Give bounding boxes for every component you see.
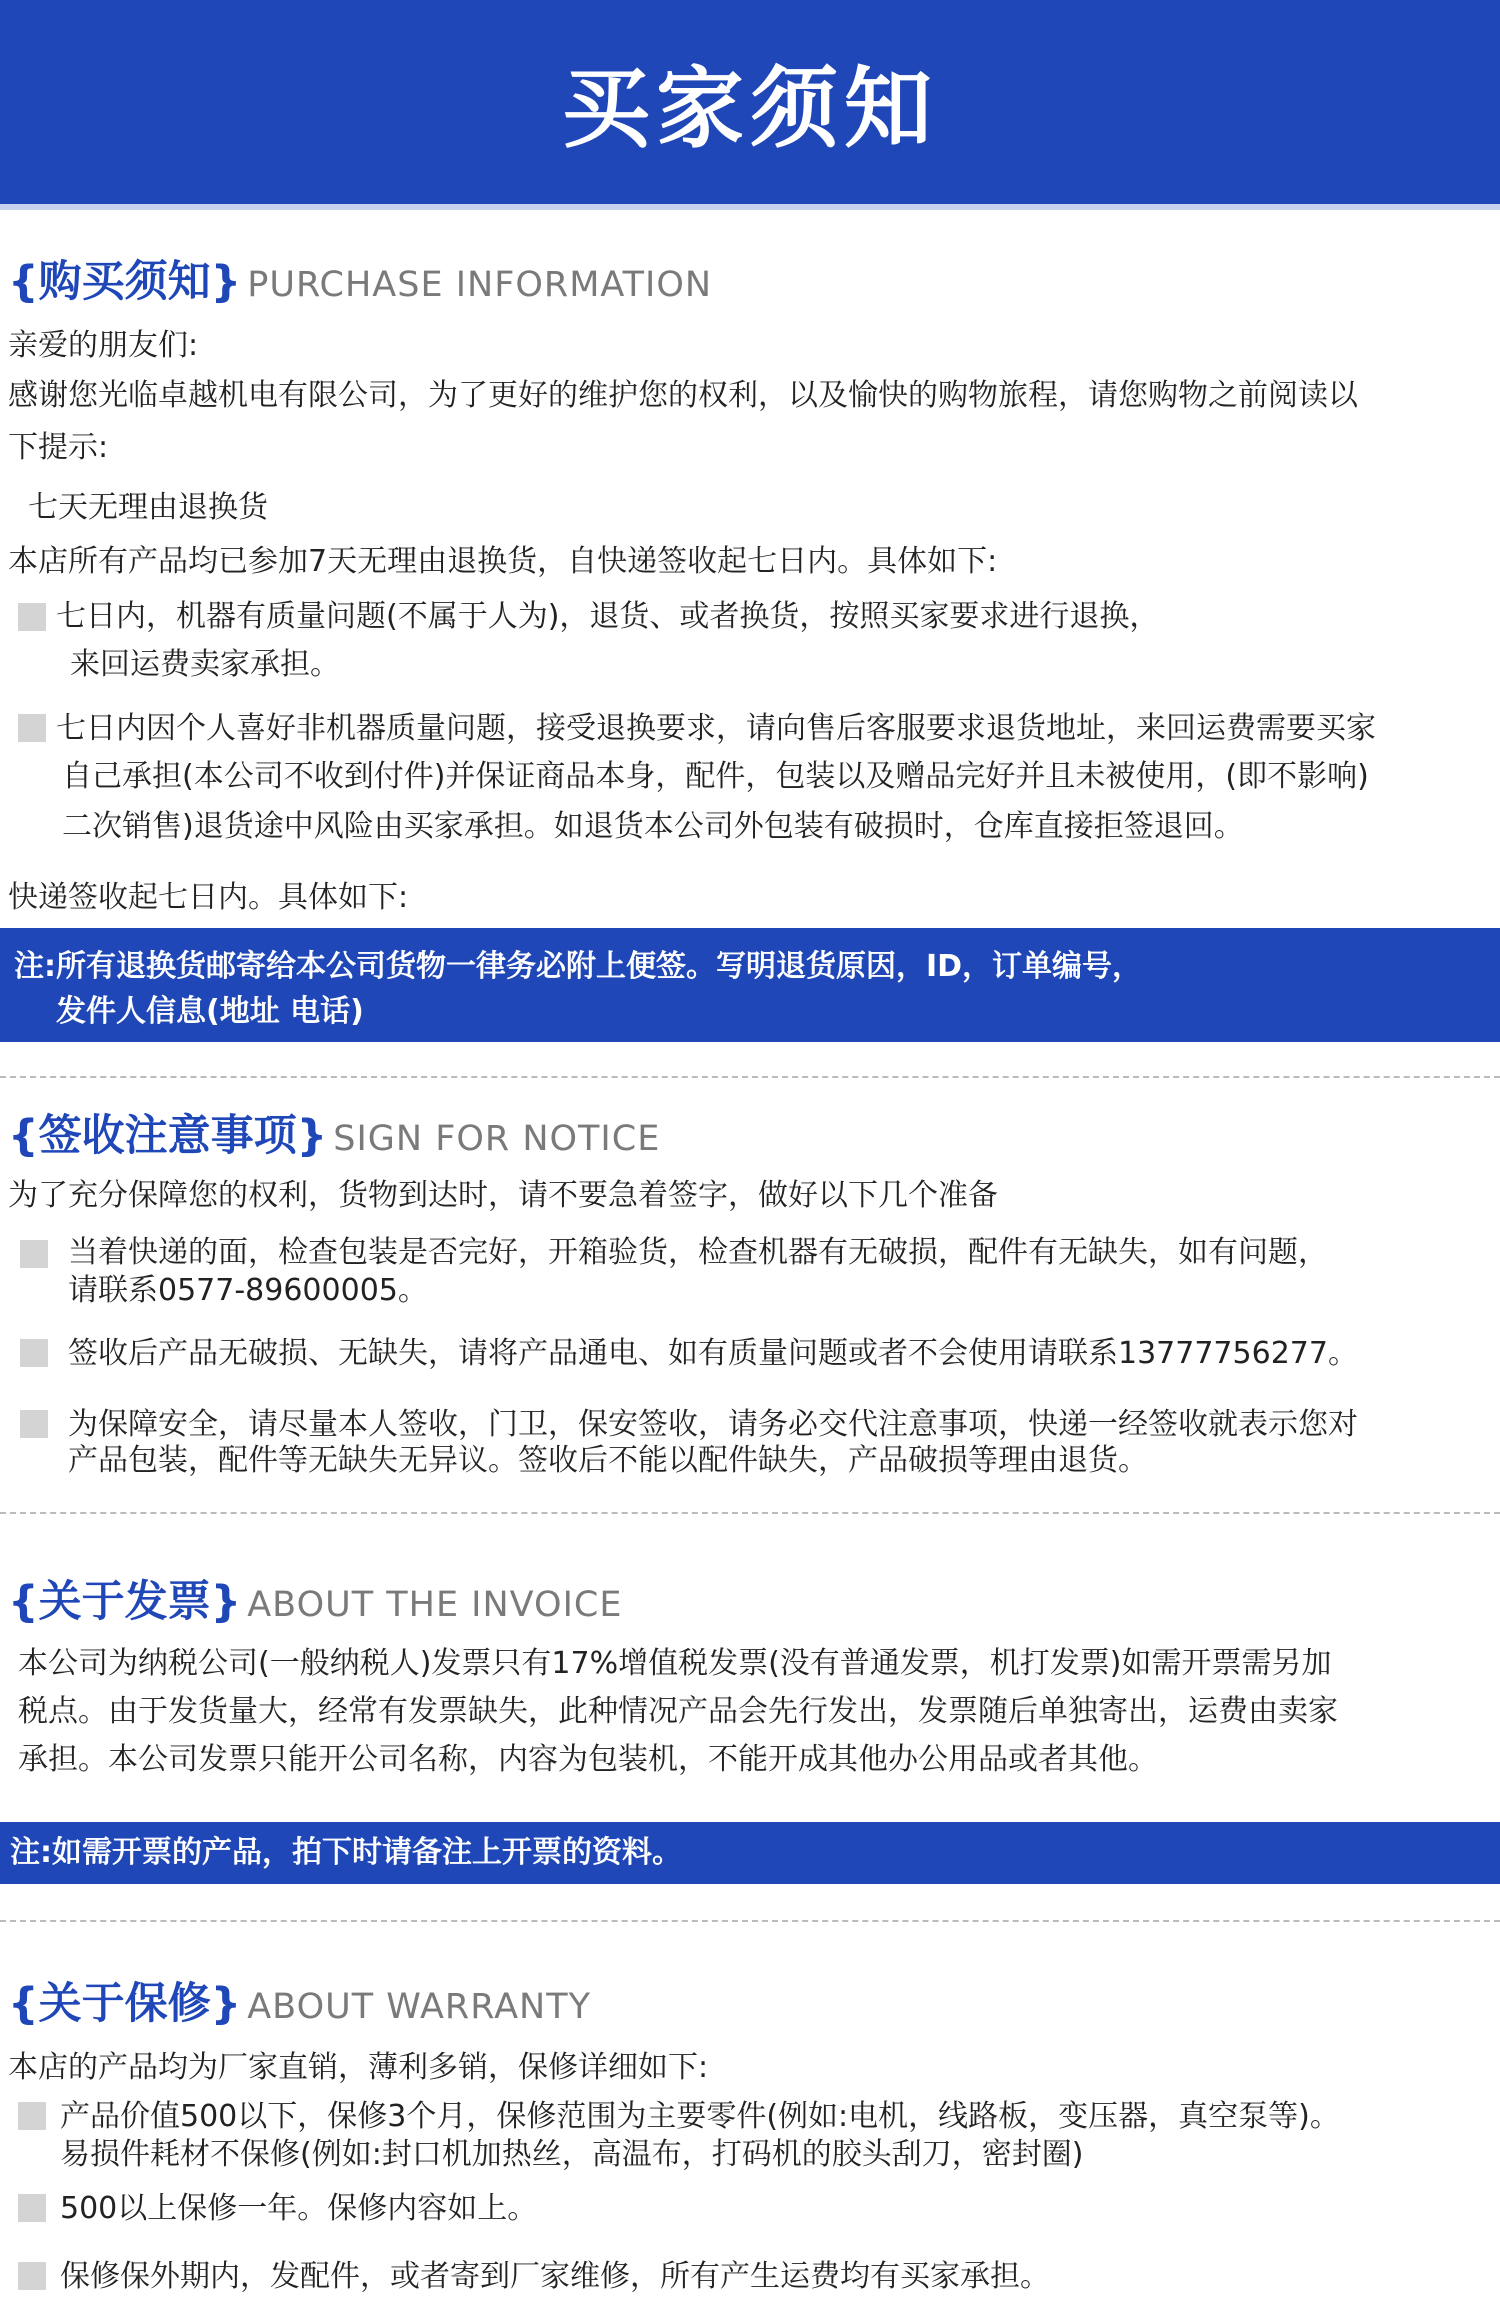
sign-item-3-line2: 产品包装，配件等无缺失无异议。签收后不能以配件缺失，产品破损等理由退货。: [68, 1443, 1148, 1478]
warranty-intro: 本店的产品均为厂家直销，薄利多销，保修详细如下:: [8, 2050, 709, 2085]
sign-item-3-line1: 为保障安全，请尽量本人签收，门卫，保安签收，请务必交代注意事项，快递一经签收就表示您对: [68, 1407, 1358, 1442]
checkbox-icon: [20, 1339, 48, 1367]
section-divider: [0, 1076, 1500, 1078]
sign-item-1-line1: 当着快递的面，检查包装是否完好，开箱验货，检查机器有无破损，配件有无缺失，如有问题，: [68, 1235, 1328, 1270]
invoice-note-bar: [0, 1822, 1500, 1884]
warranty-item-2: 500以上保修一年。保修内容如上。: [60, 2191, 538, 2226]
section-divider: [0, 1512, 1500, 1514]
warranty-title-cn: {关于保修}: [8, 1979, 242, 2029]
purchase-subheading: 七天无理由退换货: [28, 490, 268, 525]
warranty-title-en: ABOUT WARRANTY: [247, 1987, 591, 2027]
invoice-title-cn: {关于发票}: [8, 1577, 242, 1627]
sign-title-en: SIGN FOR NOTICE: [333, 1119, 661, 1159]
purchase-item-1-line2: 来回运费卖家承担。: [70, 647, 340, 682]
checkbox-icon: [18, 603, 46, 631]
purchase-policy: 本店所有产品均已参加7天无理由退换货，自快递签收起七日内。具体如下:: [8, 544, 998, 579]
sign-item-1-line2: 请联系0577-89600005。: [68, 1273, 428, 1308]
checkbox-icon: [18, 2262, 46, 2290]
invoice-line2: 税点。由于发货量大，经常有发票缺失，此种情况产品会先行发出，发票随后单独寄出，运费由卖家: [18, 1694, 1338, 1729]
sign-item-2: 签收后产品无破损、无缺失，请将产品通电、如有质量问题或者不会使用请联系13777756277。: [68, 1336, 1358, 1371]
invoice-line3: 承担。本公司发票只能开公司名称，内容为包装机，不能开成其他办公用品或者其他。: [18, 1742, 1158, 1777]
invoice-section-title: [8, 1568, 622, 1629]
purchase-item-1-line1: 七日内，机器有质量问题(不属于人为)，退货、或者换货，按照买家要求进行退换，: [56, 599, 1160, 634]
page-title: 买家须知: [561, 57, 938, 160]
checkbox-icon: [20, 1240, 48, 1268]
purchase-title-cn: {购买须知}: [8, 257, 242, 307]
sign-title-cn: {签收注意事项}: [8, 1111, 328, 1161]
sign-section-title: [8, 1102, 660, 1163]
warranty-item-3: 保修保外期内，发配件，或者寄到厂家维修，所有产生运费均有买家承担。: [60, 2259, 1050, 2294]
warranty-section-title: [8, 1970, 591, 2031]
section-divider: [0, 1920, 1500, 1922]
checkbox-icon: [18, 2102, 46, 2130]
page-header: [0, 0, 1500, 210]
purchase-greeting: 亲爱的朋友们:: [8, 328, 199, 363]
purchase-section-title: [8, 248, 712, 309]
purchase-closing: 快递签收起七日内。具体如下:: [8, 880, 409, 915]
invoice-note: 注:如需开票的产品，拍下时请备注上开票的资料。: [10, 1835, 682, 1870]
invoice-line1: 本公司为纳税公司(一般纳税人)发票只有17%增值税发票(没有普通发票，机打发票)如需开票需另加: [18, 1646, 1332, 1681]
purchase-intro-line1: 感谢您光临卓越机电有限公司，为了更好的维护您的权利，以及愉快的购物旅程，请您购物之前阅读以: [8, 378, 1358, 413]
purchase-title-en: PURCHASE INFORMATION: [247, 265, 713, 305]
checkbox-icon: [18, 2194, 46, 2222]
warranty-item-1-line1: 产品价值500以下，保修3个月，保修范围为主要零件(例如:电机，线路板，变压器，真空泵等)。: [60, 2099, 1340, 2134]
checkbox-icon: [18, 714, 46, 742]
purchase-item-2-line3: 二次销售)退货途中风险由买家承担。如退货本公司外包装有破损时，仓库直接拒签退回。: [62, 809, 1244, 844]
purchase-note-line1: 注:所有退换货邮寄给本公司货物一律务必附上便签。写明退货原因，ID，订单编号，: [14, 949, 1143, 984]
purchase-note-line2: 发件人信息(地址 电话): [56, 994, 364, 1029]
checkbox-icon: [20, 1410, 48, 1438]
warranty-item-1-line2: 易损件耗材不保修(例如:封口机加热丝，高温布，打码机的胶头刮刀，密封圈): [60, 2137, 1084, 2172]
purchase-intro-line2: 下提示:: [8, 430, 109, 465]
purchase-item-2-line2: 自己承担(本公司不收到付件)并保证商品本身，配件，包装以及赠品完好并且未被使用，(即不影响): [62, 759, 1369, 794]
invoice-title-en: ABOUT THE INVOICE: [247, 1585, 623, 1625]
sign-intro: 为了充分保障您的权利，货物到达时，请不要急着签字，做好以下几个准备: [8, 1178, 998, 1213]
purchase-item-2-line1: 七日内因个人喜好非机器质量问题，接受退换要求，请向售后客服要求退货地址，来回运费需要买家: [56, 711, 1376, 746]
purchase-note-bar: [0, 928, 1500, 1042]
